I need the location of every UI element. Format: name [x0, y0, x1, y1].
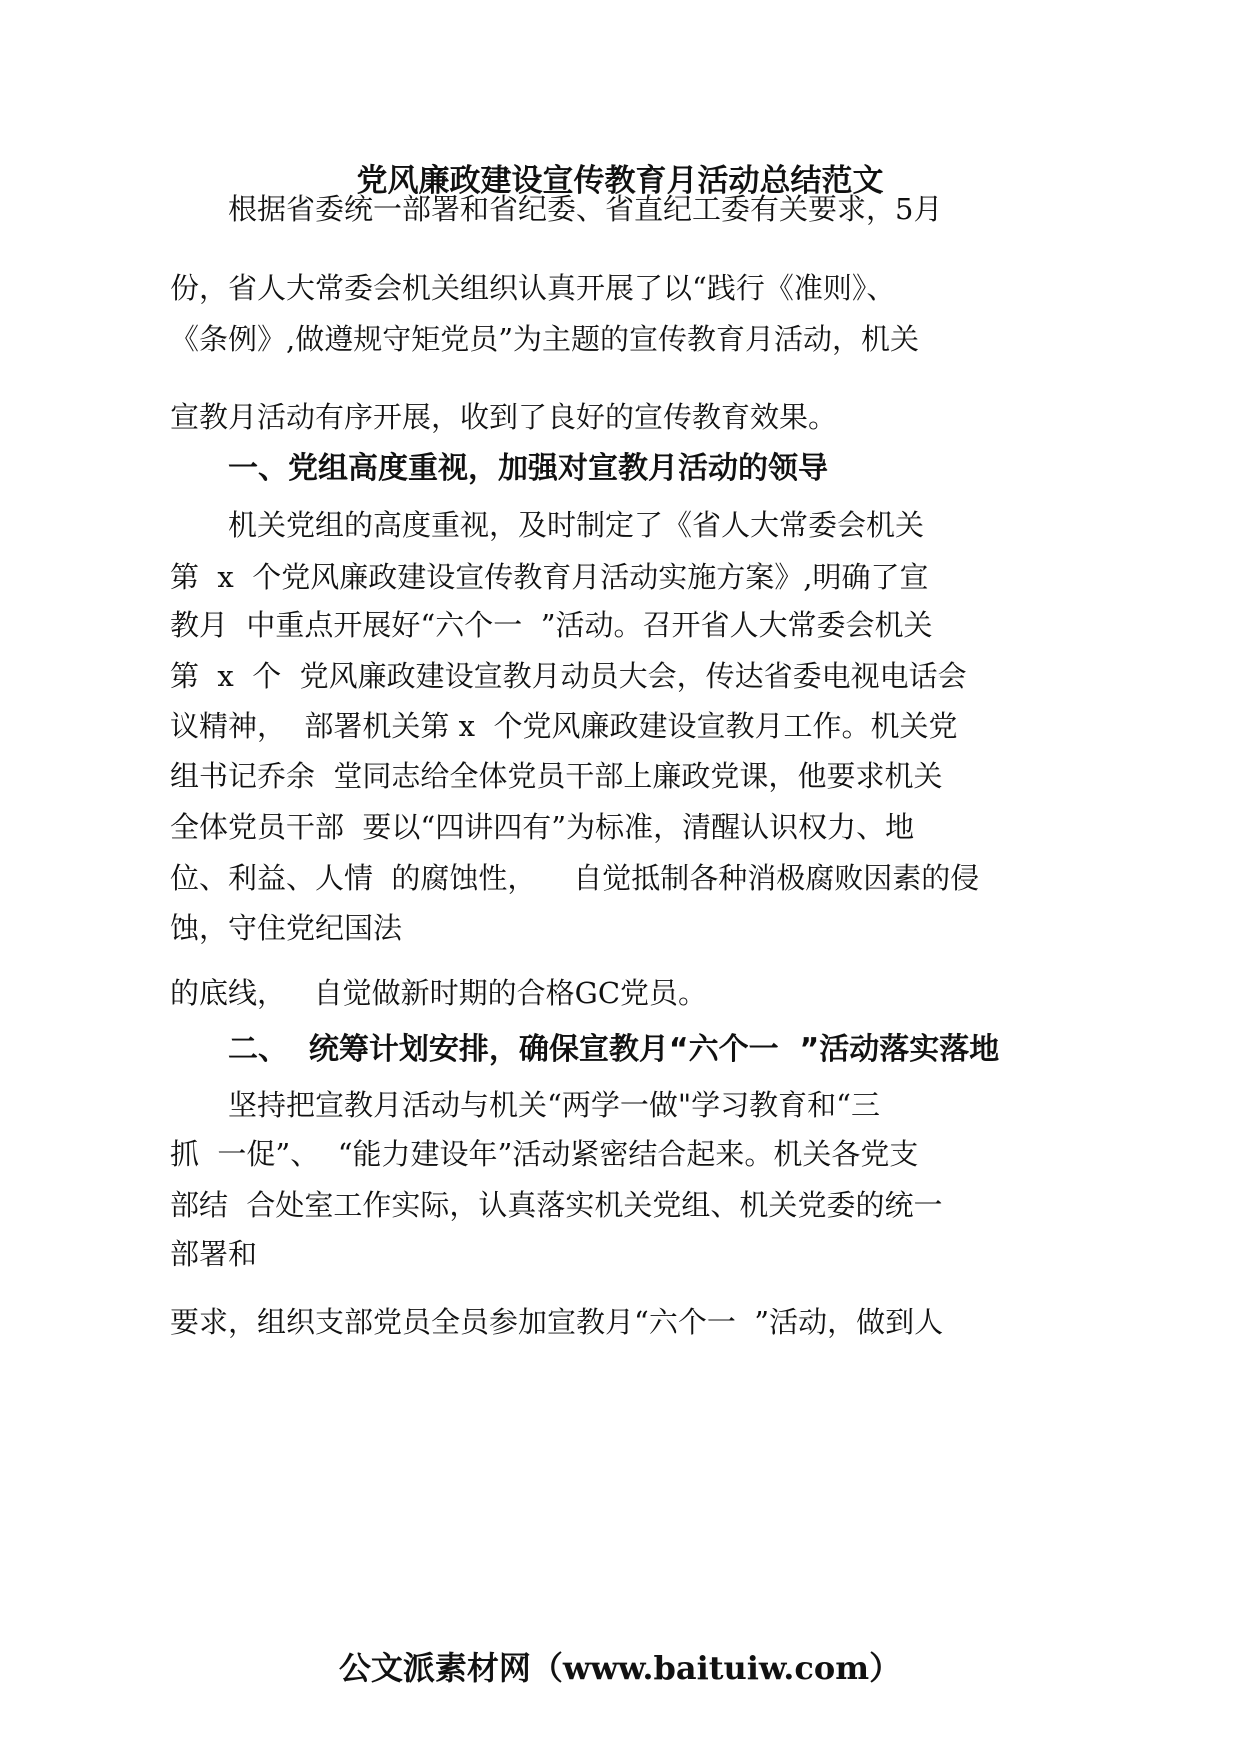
section-2-heading: 二、 统筹计划安排，确保宣教月“六个一 ”活动落实落地	[228, 1032, 1000, 1067]
footer-source: 公文派素材网（www.baituiw.com）	[338, 1649, 902, 1687]
section-1-line-4: 第 x 个 党风廉政建设宣教月动员大会，传达省委电视电话会	[170, 659, 967, 693]
section-2-line-1: 坚持把宣教月活动与机关“两学一做"学习教育和“三	[228, 1088, 880, 1122]
page-title: 党风廉政建设宣传教育月活动总结范文	[356, 163, 884, 199]
section-1-line-5: 议精神， 部署机关第 x 个党风廉政建设宣教月工作。机关党	[170, 709, 958, 743]
intro-line-2: 份，省人大常委会机关组织认真开展了以“践行《准则》、	[170, 271, 896, 305]
intro-line-3: 《条例》,做遵规守矩党员”为主题的宣传教育月活动，机关	[170, 322, 920, 356]
section-1-line-3: 教月 中重点开展好“六个一 ”活动。召开省人大常委会机关	[170, 608, 933, 642]
section-1-line-7: 全体党员干部 要以“四讲四有”为标准，清醒认识权力、地	[170, 810, 915, 844]
intro-line-1: 根据省委统一部署和省纪委、省直纪工委有关要求，5月	[228, 192, 943, 226]
section-1-line-2: 第 x 个党风廉政建设宣传教育月活动实施方案》,明确了宣	[170, 560, 929, 594]
section-2-line-3: 部结 合处室工作实际，认真落实机关党组、机关党委的统一	[170, 1188, 943, 1222]
section-1-line-9: 蚀，守住党纪国法	[170, 911, 403, 945]
section-2-line-4: 部署和	[170, 1237, 258, 1271]
section-1-line-8: 位、利益、人情 的腐蚀性， 自觉抵制各种消极腐败因素的侵	[170, 861, 980, 895]
section-1-line-1: 机关党组的高度重视，及时制定了《省人大常委会机关	[228, 508, 925, 542]
section-2-line-2: 抓 一促”、 “能力建设年”活动紧密结合起来。机关各党支	[170, 1137, 919, 1171]
intro-line-4: 宣教月活动有序开展，收到了良好的宣传教育效果。	[170, 400, 838, 434]
section-1-line-6: 组书记乔余 堂同志给全体党员干部上廉政党课，他要求机关	[170, 759, 943, 793]
section-2-line-5: 要求，组织支部党员全员参加宣教月“六个一 ”活动，做到人	[170, 1305, 944, 1339]
section-1-line-10: 的底线， 自觉做新时期的合格GC党员。	[170, 976, 708, 1010]
section-1-heading: 一、党组高度重视，加强对宣教月活动的领导	[228, 451, 828, 486]
